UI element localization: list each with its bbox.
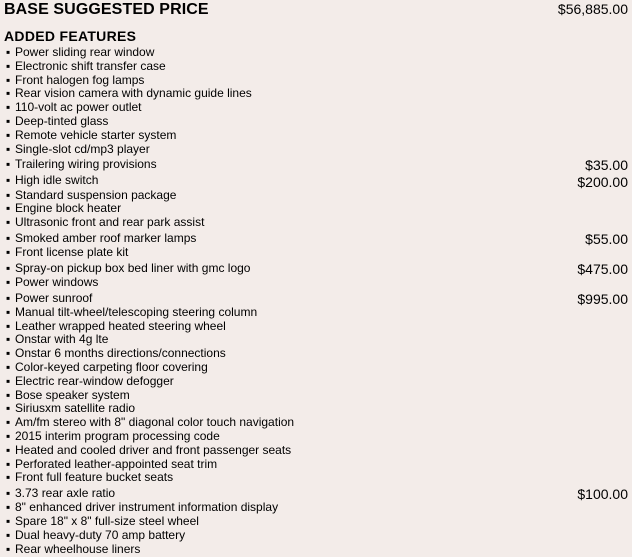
bullet-icon: ▪ <box>6 260 11 275</box>
feature-item <box>6 202 628 216</box>
bullet-icon: ▪ <box>6 72 11 87</box>
feature-name: Engine block heater <box>15 201 122 216</box>
bullet-icon: ▪ <box>6 304 11 319</box>
feature-item <box>6 74 628 88</box>
bullet-icon: ▪ <box>6 486 11 501</box>
feature-item <box>6 375 628 389</box>
bullet-icon: ▪ <box>6 290 11 305</box>
bullet-icon: ▪ <box>6 141 11 156</box>
bullet-icon: ▪ <box>6 470 11 485</box>
feature-name: Bose speaker system <box>15 387 130 402</box>
feature-item <box>6 389 628 403</box>
feature-item <box>6 347 628 361</box>
feature-name: Manual tilt-wheel/telescoping steering column <box>15 304 258 319</box>
feature-name: High idle switch <box>15 173 99 188</box>
feature-name: Perforated leather-appointed seat trim <box>15 456 218 471</box>
bullet-icon: ▪ <box>6 527 11 542</box>
bullet-icon: ▪ <box>6 401 11 416</box>
feature-item <box>6 485 628 501</box>
feature-name: Trailering wiring provisions <box>15 157 157 172</box>
feature-name: Dual heavy-duty 70 amp battery <box>15 527 186 542</box>
bullet-icon: ▪ <box>6 58 11 73</box>
feature-name: 110-volt ac power outlet <box>15 100 142 115</box>
bullet-icon: ▪ <box>6 230 11 245</box>
feature-item <box>6 143 628 157</box>
feature-item <box>6 260 628 276</box>
bullet-icon: ▪ <box>6 201 11 216</box>
feature-name: Ultrasonic front and rear park assist <box>15 215 205 230</box>
feature-item <box>6 471 628 485</box>
feature-item <box>6 230 628 246</box>
feature-name: Front full feature bucket seats <box>15 470 174 485</box>
bullet-icon: ▪ <box>6 429 11 443</box>
feature-name: Onstar with 4g lte <box>15 332 109 347</box>
feature-name: Spare 18" x 8" full-size steel wheel <box>15 514 199 529</box>
feature-item <box>6 543 628 557</box>
bullet-icon: ▪ <box>6 373 11 388</box>
bullet-icon: ▪ <box>6 346 11 361</box>
feature-name: Front halogen fog lamps <box>15 72 145 87</box>
feature-item <box>6 156 628 172</box>
bullet-icon: ▪ <box>6 187 11 202</box>
bullet-icon: ▪ <box>6 245 11 260</box>
feature-name: 2015 interim program processing code <box>15 429 220 443</box>
feature-item <box>6 402 628 416</box>
feature-item <box>6 172 628 188</box>
feature-item <box>6 416 628 430</box>
feature-item <box>6 246 628 260</box>
feature-name: Front license plate kit <box>15 245 129 260</box>
bullet-icon: ▪ <box>6 157 11 172</box>
feature-item <box>6 189 628 203</box>
feature-name: Onstar 6 months directions/connections <box>15 346 226 361</box>
feature-item <box>6 60 628 74</box>
bullet-icon: ▪ <box>6 332 11 347</box>
feature-name: Siriusxm satellite radio <box>15 401 136 416</box>
feature-item <box>6 306 628 320</box>
feature-item <box>6 216 628 230</box>
feature-item <box>6 529 628 543</box>
added-features-title: ADDED FEATURES <box>4 28 137 44</box>
feature-item <box>6 515 628 529</box>
feature-price: $200.00 <box>577 173 628 190</box>
feature-name: Spray-on pickup box bed liner with gmc logo <box>15 260 251 275</box>
bullet-icon: ▪ <box>6 318 11 333</box>
bullet-icon: ▪ <box>6 442 11 457</box>
feature-name: Electronic shift transfer case <box>15 58 166 73</box>
feature-item <box>6 101 628 115</box>
bullet-icon: ▪ <box>6 387 11 402</box>
feature-name: Rear vision camera with dynamic guide lines <box>15 86 252 101</box>
feature-item <box>6 501 628 515</box>
feature-item <box>6 87 628 101</box>
feature-item <box>6 444 628 458</box>
feature-name: 3.73 rear axle ratio <box>15 486 116 501</box>
feature-item <box>6 276 628 290</box>
feature-name: Power windows <box>15 274 99 289</box>
bullet-icon: ▪ <box>6 173 11 188</box>
feature-name: Electric rear-window defogger <box>15 373 174 388</box>
bullet-icon: ▪ <box>6 456 11 471</box>
feature-name: Remote vehicle starter system <box>15 127 177 142</box>
feature-price: $55.00 <box>585 231 628 248</box>
bullet-icon: ▪ <box>6 113 11 128</box>
feature-name: Heated and cooled driver and front passenger seats <box>15 442 292 457</box>
feature-item <box>6 361 628 375</box>
feature-item <box>6 290 628 306</box>
feature-name: Color-keyed carpeting floor covering <box>15 360 208 375</box>
added-features-list <box>6 46 628 556</box>
feature-price: $475.00 <box>577 260 628 277</box>
feature-item <box>6 430 628 444</box>
bullet-icon: ▪ <box>6 86 11 101</box>
feature-price: $35.00 <box>585 157 628 174</box>
feature-name: 8" enhanced driver instrument information display <box>15 500 279 515</box>
base-price-row <box>4 0 628 20</box>
bullet-icon: ▪ <box>6 45 11 59</box>
feature-name: Rear wheelhouse liners <box>15 541 141 556</box>
bullet-icon: ▪ <box>6 127 11 142</box>
feature-name: Leather wrapped heated steering wheel <box>15 318 226 333</box>
bullet-icon: ▪ <box>6 514 11 529</box>
feature-name: Deep-tinted glass <box>15 113 109 128</box>
bullet-icon: ▪ <box>6 541 11 556</box>
feature-item <box>6 320 628 334</box>
feature-price: $995.00 <box>577 290 628 307</box>
feature-name: Am/fm stereo with 8" diagonal color touch navigation <box>15 415 295 430</box>
feature-item <box>6 46 628 60</box>
bullet-icon: ▪ <box>6 100 11 115</box>
feature-item <box>6 115 628 129</box>
base-price-label: BASE SUGGESTED PRICE <box>4 1 209 18</box>
feature-item <box>6 458 628 472</box>
bullet-icon: ▪ <box>6 500 11 515</box>
feature-price: $100.00 <box>577 486 628 503</box>
bullet-icon: ▪ <box>6 274 11 289</box>
feature-item <box>6 129 628 143</box>
bullet-icon: ▪ <box>6 415 11 430</box>
feature-name: Smoked amber roof marker lamps <box>15 230 197 245</box>
bullet-icon: ▪ <box>6 360 11 375</box>
feature-item <box>6 333 628 347</box>
feature-name: Power sliding rear window <box>15 45 155 59</box>
bullet-icon: ▪ <box>6 215 11 230</box>
feature-name: Standard suspension package <box>15 187 177 202</box>
feature-name: Power sunroof <box>15 290 93 305</box>
base-price-value: $56,885.00 <box>557 1 628 17</box>
feature-name: Single-slot cd/mp3 player <box>15 141 150 156</box>
